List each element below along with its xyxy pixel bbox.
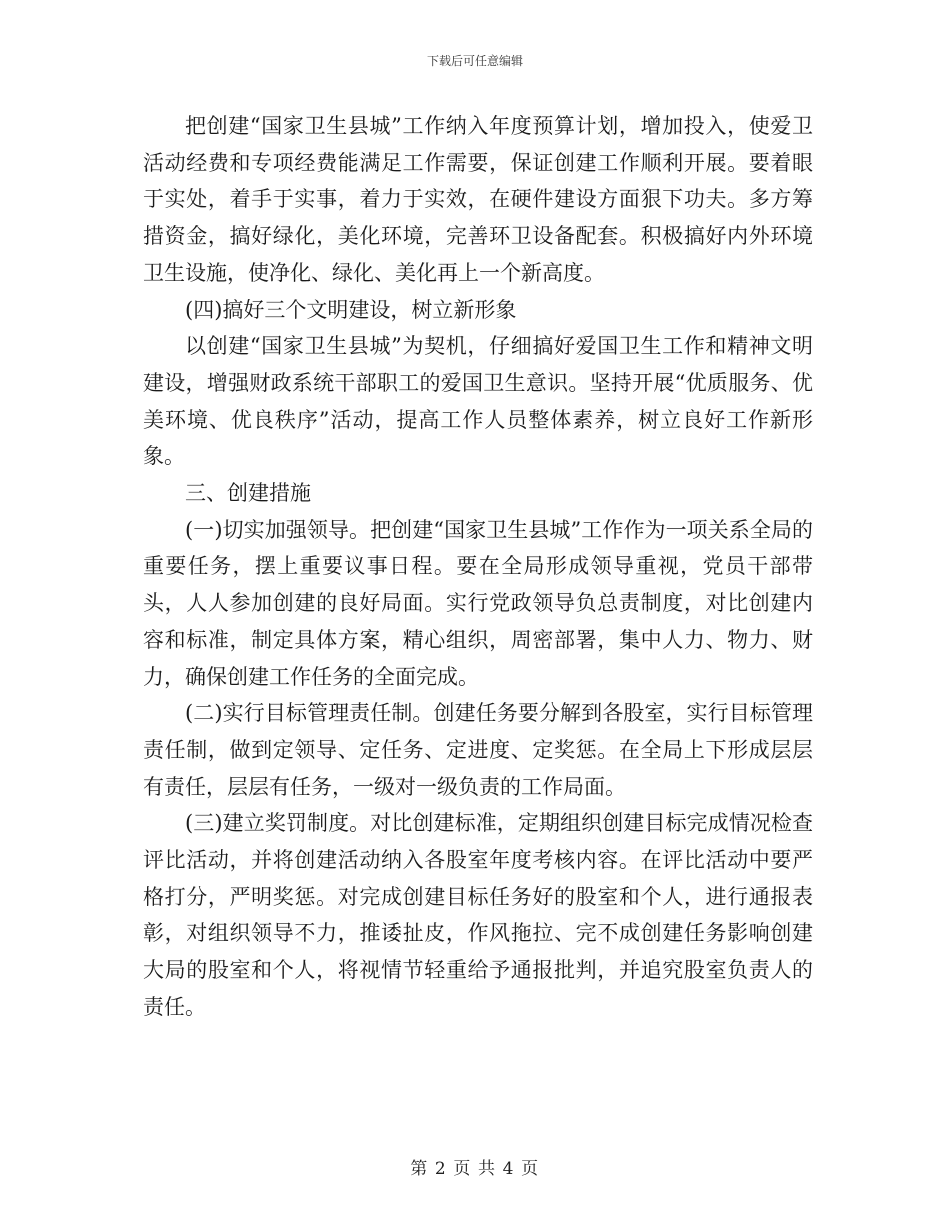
page-number: 第 2 页 共 4 页 — [410, 1159, 540, 1179]
document-body — [143, 108, 813, 1026]
paragraph-responsibility: (二)实行目标管理责任制。创建任务要分解到各股室，实行目标管理责任制，做到定领导、定任务、定进度、定奖惩。在全局上下形成层层有责任，层层有任务，一级对一级负责的工作局面。 — [143, 701, 813, 799]
paragraph-leadership: (一)切实加强领导。把创建“国家卫生县城”工作作为一项关系全局的重要任务，摆上重要议事日程。要在全局形成领导重视，党员干部带头，人人参加创建的良好局面。实行党政领导负总责制度，对比创建内容和标准，制定具体方案，精心组织，周密部署，集中人力、物力、财力，确保创建工作任务的全面完成。 — [143, 517, 813, 689]
total-pages: 4 — [502, 1159, 516, 1179]
paragraph-rewards: (三)建立奖罚制度。对比创建标准，定期组织创建目标完成情况检查评比活动，并将创建活动纳入各股室年度考核内容。在评比活动中要严格打分，严明奖惩。对完成创建目标任务好的股室和个人，进行通报表彰，对组织领导不力，推诿扯皮，作风拖拉、完不成创建任务影响创建大局的股室和个人，将视情节轻重给予通报批判，并追究股室负责人的责任。 — [143, 811, 813, 1019]
page-header — [0, 52, 950, 69]
section-heading-measures: 三、创建措施 — [185, 481, 311, 506]
current-page: 2 — [434, 1159, 448, 1179]
section-heading-four: (四)搞好三个文明建设，树立新形象 — [185, 297, 517, 322]
header-text: 下载后可任意编辑 — [426, 54, 523, 68]
paragraph-civilization: 以创建“国家卫生县城”为契机，仔细搞好爱国卫生工作和精神文明建设，增强财政系统干部职工的爱国卫生意识。坚持开展“优质服务、优美环境、优良秩序”活动，提高工作人员整体素养，树立良好工作新形象。 — [143, 334, 813, 469]
paragraph-budget-plan: 把创建“国家卫生县城”工作纳入年度预算计划，增加投入，使爱卫活动经费和专项经费能满足工作需要，保证创建工作顺利开展。要着眼于实处，着手于实事，着力于实效，在硬件建设方面狠下功夫。多方筹措资金，搞好绿化，美化环境，完善环卫设备配套。积极搞好内外环境卫生设施，使净化、绿化、美化再上一个新高度。 — [143, 114, 813, 285]
page-footer — [0, 1154, 950, 1179]
